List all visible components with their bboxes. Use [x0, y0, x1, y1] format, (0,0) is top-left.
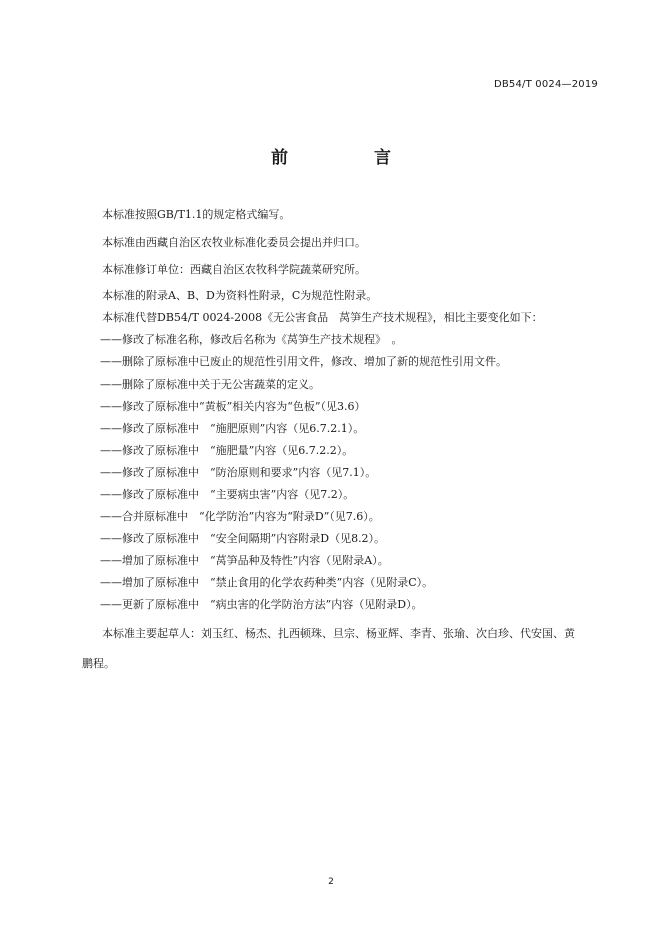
change-item: ——更新了原标准中 “病虫害的化学防治方法”内容（见附录D）。 — [100, 598, 423, 611]
paragraph: 本标准按照GB/T1.1的规定格式编写。 — [102, 208, 291, 221]
change-item: ——修改了原标准中 “防治原则和要求”内容（见7.1）。 — [100, 466, 377, 479]
change-item: ——修改了原标准中 “主要病虫害”内容（见7.2）。 — [100, 488, 355, 501]
change-item: ——修改了原标准中 “施肥量”内容（见6.7.2.2）。 — [100, 444, 354, 457]
standard-code: DB54/T 0024—2019 — [493, 79, 598, 90]
change-item: ——修改了原标准中 “施肥原则”内容（见6.7.2.1）。 — [100, 422, 365, 435]
page-title: 前 言 — [271, 148, 431, 168]
page-number: 2 — [328, 877, 334, 887]
paragraph: 本标准修订单位：西藏自治区农牧科学院蔬菜研究所。 — [102, 263, 366, 276]
change-item: ——增加了原标准中 “莴笋品种及特性”内容（见附录A）。 — [100, 554, 389, 567]
change-item: ——修改了标准名称，修改后名称为《莴笋生产技术规程》 。 — [100, 333, 403, 346]
change-item: ——修改了原标准中 “安全间隔期”内容附录D（见8.2）。 — [100, 532, 386, 545]
change-item: ——删除了原标准中已废止的规范性引用文件，修改、增加了新的规范性引用文件。 — [100, 355, 507, 368]
drafters-line-continued: 鹏程。 — [82, 657, 115, 670]
paragraph: 本标准的附录A、B、D为资料性附录，C为规范性附录。 — [102, 289, 378, 302]
change-item: ——增加了原标准中 “禁止食用的化学农药种类”内容（见附录C）。 — [100, 576, 434, 589]
change-item: ——合并原标准中 “化学防治”内容为“附录D”（见7.6）。 — [100, 510, 380, 523]
change-item: ——删除了原标准中关于无公害蔬菜的定义。 — [100, 378, 320, 391]
drafters-line: 本标准主要起草人：刘玉红、杨杰、扎西顿珠、旦宗、杨亚辉、李青、张瑜、次白珍、代安国、黄 — [102, 627, 575, 640]
paragraph: 本标准代替DB54/T 0024-2008《无公害食品 莴笋生产技术规程》，相比主要变化如下： — [102, 311, 543, 324]
paragraph: 本标准由西藏自治区农牧业标准化委员会提出并归口。 — [102, 236, 366, 249]
change-item: ——修改了原标准中“黄板”相关内容为“色板”（见3.6） — [100, 400, 366, 413]
